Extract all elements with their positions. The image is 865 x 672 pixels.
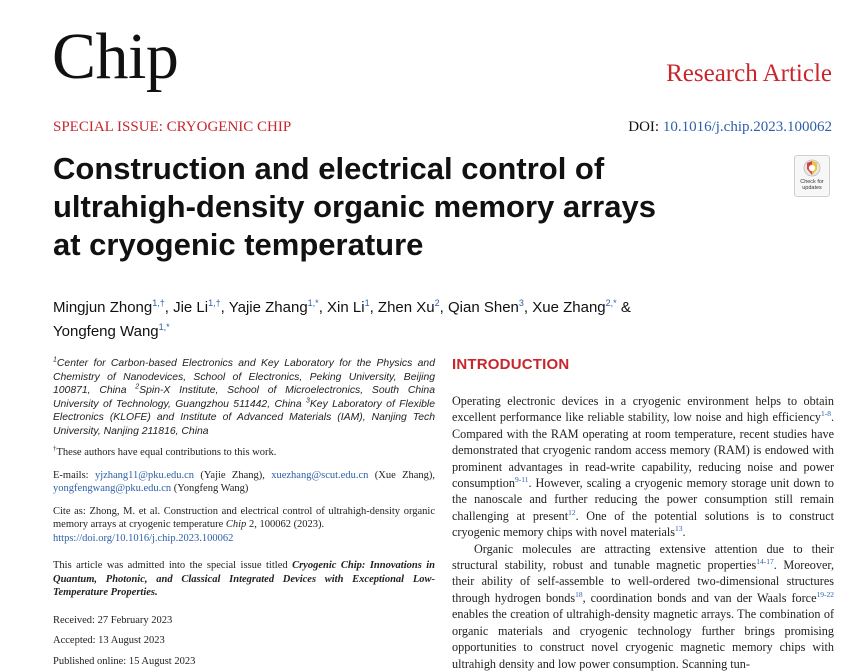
cite-doi-link[interactable]: https://doi.org/10.1016/j.chip.2023.100062 xyxy=(53,532,234,544)
author-affil-sup: 1,* xyxy=(307,298,319,308)
affiliation: Center for Carbon-based Electronics and Key Laboratory for the Physics and Chemistry of Nanodevices, School of Electronics, Peking University, Beijing 100871, China xyxy=(53,358,435,396)
received-date: Received: 27 February 2023 xyxy=(53,614,173,626)
author-name[interactable]: Xue Zhang xyxy=(532,299,606,316)
special-issue-label: SPECIAL ISSUE: CRYOGENIC CHIP xyxy=(53,119,292,135)
cite-text: Cite as: Zhong, M. et al. Construction and electrical control of ultrahigh-density organic memory arrays at cryogenic temperature xyxy=(53,505,435,530)
dagger-sup: † xyxy=(53,444,57,453)
equal-contribution-text: These authors have equal contributions to this work. xyxy=(56,447,277,458)
citation-ref[interactable]: 14-17 xyxy=(756,557,774,566)
doi-link[interactable]: 10.1016/j.chip.2023.100062 xyxy=(662,119,832,135)
author-affil-sup: 1,* xyxy=(158,322,170,332)
doi xyxy=(628,119,832,136)
author-affil-sup: 2,* xyxy=(605,298,617,308)
title-line: at cryogenic temperature xyxy=(53,227,424,262)
paragraph-text: enables the creation of ultrahigh-density magnetic arrays. The combination of organic materials and cryogenic technology further brings promising opportunities to construct novel cryogenic magnetic memory chips with ultrahigh density and low power consumption. Scanning tun- xyxy=(452,607,834,671)
paragraph-text: . Compared with the RAM operating at room temperature, recent studies have demonstrated that cryogenic random access memory (RAM) is endowed with prominent advantages in read-write capability, reducing noise and power consumption xyxy=(452,410,834,491)
affiliations xyxy=(53,357,435,438)
affil-sup: 3 xyxy=(305,397,310,405)
paragraph-text: . One of the potential solutions is to construct cryogenic memory chips with novel materials xyxy=(452,508,834,540)
special-issue-note xyxy=(53,559,435,600)
citation-ref[interactable]: 12 xyxy=(568,507,576,517)
email-link[interactable]: yongfengwang@pku.edu.cn xyxy=(53,483,172,494)
affiliation: Spin-X Institute, School of Microelectronics, South China University of Technology, Guangzhou 511442, China xyxy=(53,385,435,410)
citation-ref[interactable]: 19-22 xyxy=(816,589,834,599)
check-updates-line: updates xyxy=(802,185,822,191)
paragraph-text: . xyxy=(682,525,686,540)
article-title xyxy=(53,150,773,264)
cite-journal: Chip xyxy=(225,519,247,530)
cite-volume: 2, 100062 (2023). xyxy=(248,519,325,530)
author-affil-sup: 2 xyxy=(434,298,440,308)
equal-contribution-note xyxy=(53,446,435,460)
paragraph-text: , coordination bonds and van der Waals force xyxy=(582,590,817,605)
introduction-column xyxy=(452,356,834,672)
title-line: ultrahigh-density organic memory arrays xyxy=(53,189,656,224)
emails-label: E-mails: xyxy=(53,469,89,481)
author-affil-sup: 1,† xyxy=(152,298,165,308)
author-name[interactable]: Jie Li xyxy=(173,299,209,316)
introduction-heading: INTRODUCTION xyxy=(452,356,570,373)
email-link[interactable]: yjzhang11@pku.edu.cn xyxy=(94,469,195,481)
paragraph-text: . However, scaling a cryogenic memory storage unit down to the nanoscale and further reducing the power consumption still remain challenging at present xyxy=(452,476,834,523)
author-list: Mingjun Zhong$^{1,\dagger}$, Jie $Li^{1,\dagger}$, Yajie Zhang$^{1,*}$, Xin Li$^1$, Zhen Xu$^2$, Qian Shen$^3$, Xue Zhang$^{2,*}$ & Yongfeng Wang$^{1,*}$ xyxy=(53,298,631,340)
author-affil-sup: 1 xyxy=(364,298,370,308)
intro-paragraph-2 xyxy=(452,541,834,672)
paragraph-text: Organic molecules are attracting extensive attention due to their structural stability, robust and tunable magnetic properties xyxy=(452,541,834,573)
doi-label: DOI: xyxy=(628,119,660,135)
paragraph-text: . Moreover, their ability of self-assemble to well-ordered two-dimensional structures through hydrogen bonds xyxy=(452,558,834,605)
affiliation: Key Laboratory of Flexible Electronics (KLOFE) and Institute of Advanced Materials (IAM), Nanjing Tech University, Nanjing 211816, China xyxy=(53,398,435,437)
author-name[interactable]: Zhen Xu xyxy=(377,299,435,316)
journal-name: Chip xyxy=(52,20,179,93)
author-name[interactable]: Mingjun Zhong xyxy=(53,299,153,316)
check-updates-label xyxy=(795,179,829,191)
title-line: Construction and electrical control of xyxy=(53,151,605,186)
email-link[interactable]: xuezhang@scut.edu.cn xyxy=(271,469,369,481)
cite-as xyxy=(53,505,435,546)
article-type: Research Article xyxy=(666,60,832,87)
author-name[interactable]: Yongfeng Wang xyxy=(53,323,159,340)
email-owner: (Yongfeng Wang) xyxy=(173,483,249,494)
email-owner: (Yajie Zhang), xyxy=(200,469,265,481)
special-issue-prefix: This article was admitted into the special issue titled xyxy=(53,560,288,571)
citation-ref[interactable]: 1-8 xyxy=(820,409,831,419)
citation-ref[interactable]: 18 xyxy=(575,589,583,599)
author-affil-sup: 3 xyxy=(518,298,524,308)
accepted-date: Accepted: 13 August 2023 xyxy=(53,635,165,646)
author-affil-sup: 1,† xyxy=(208,298,221,308)
affil-sup: 2 xyxy=(135,383,140,391)
crossmark-icon xyxy=(803,159,821,178)
check-updates-line: Check for xyxy=(800,179,824,185)
front-matter-column xyxy=(53,357,435,668)
affil-sup: 1 xyxy=(53,356,57,364)
authors-ampersand: & xyxy=(620,299,631,316)
author-name[interactable]: Qian Shen xyxy=(448,299,519,316)
email-owner: (Xue Zhang), xyxy=(374,469,436,481)
published-date: Published online: 15 August 2023 xyxy=(53,655,196,667)
citation-ref[interactable]: 13 xyxy=(675,524,683,534)
emails xyxy=(53,469,435,496)
author-name[interactable]: Yajie Zhang xyxy=(228,299,308,316)
citation-ref[interactable]: 9-11 xyxy=(514,474,529,484)
author-name[interactable]: Xin Li xyxy=(327,299,365,316)
intro-paragraph-1 xyxy=(452,393,834,541)
check-for-updates-badge[interactable] xyxy=(794,155,830,197)
special-issue-title: Cryogenic Chip: Innovations in Quantum, Photonic, and Classical Integrated Devices with Exceptional Low-Temperature Properties. xyxy=(53,560,436,598)
paragraph-text: Operating electronic devices in a cryogenic environment helps to obtain excellent performance like reliable stability, low noise and high efficiency xyxy=(452,394,834,425)
